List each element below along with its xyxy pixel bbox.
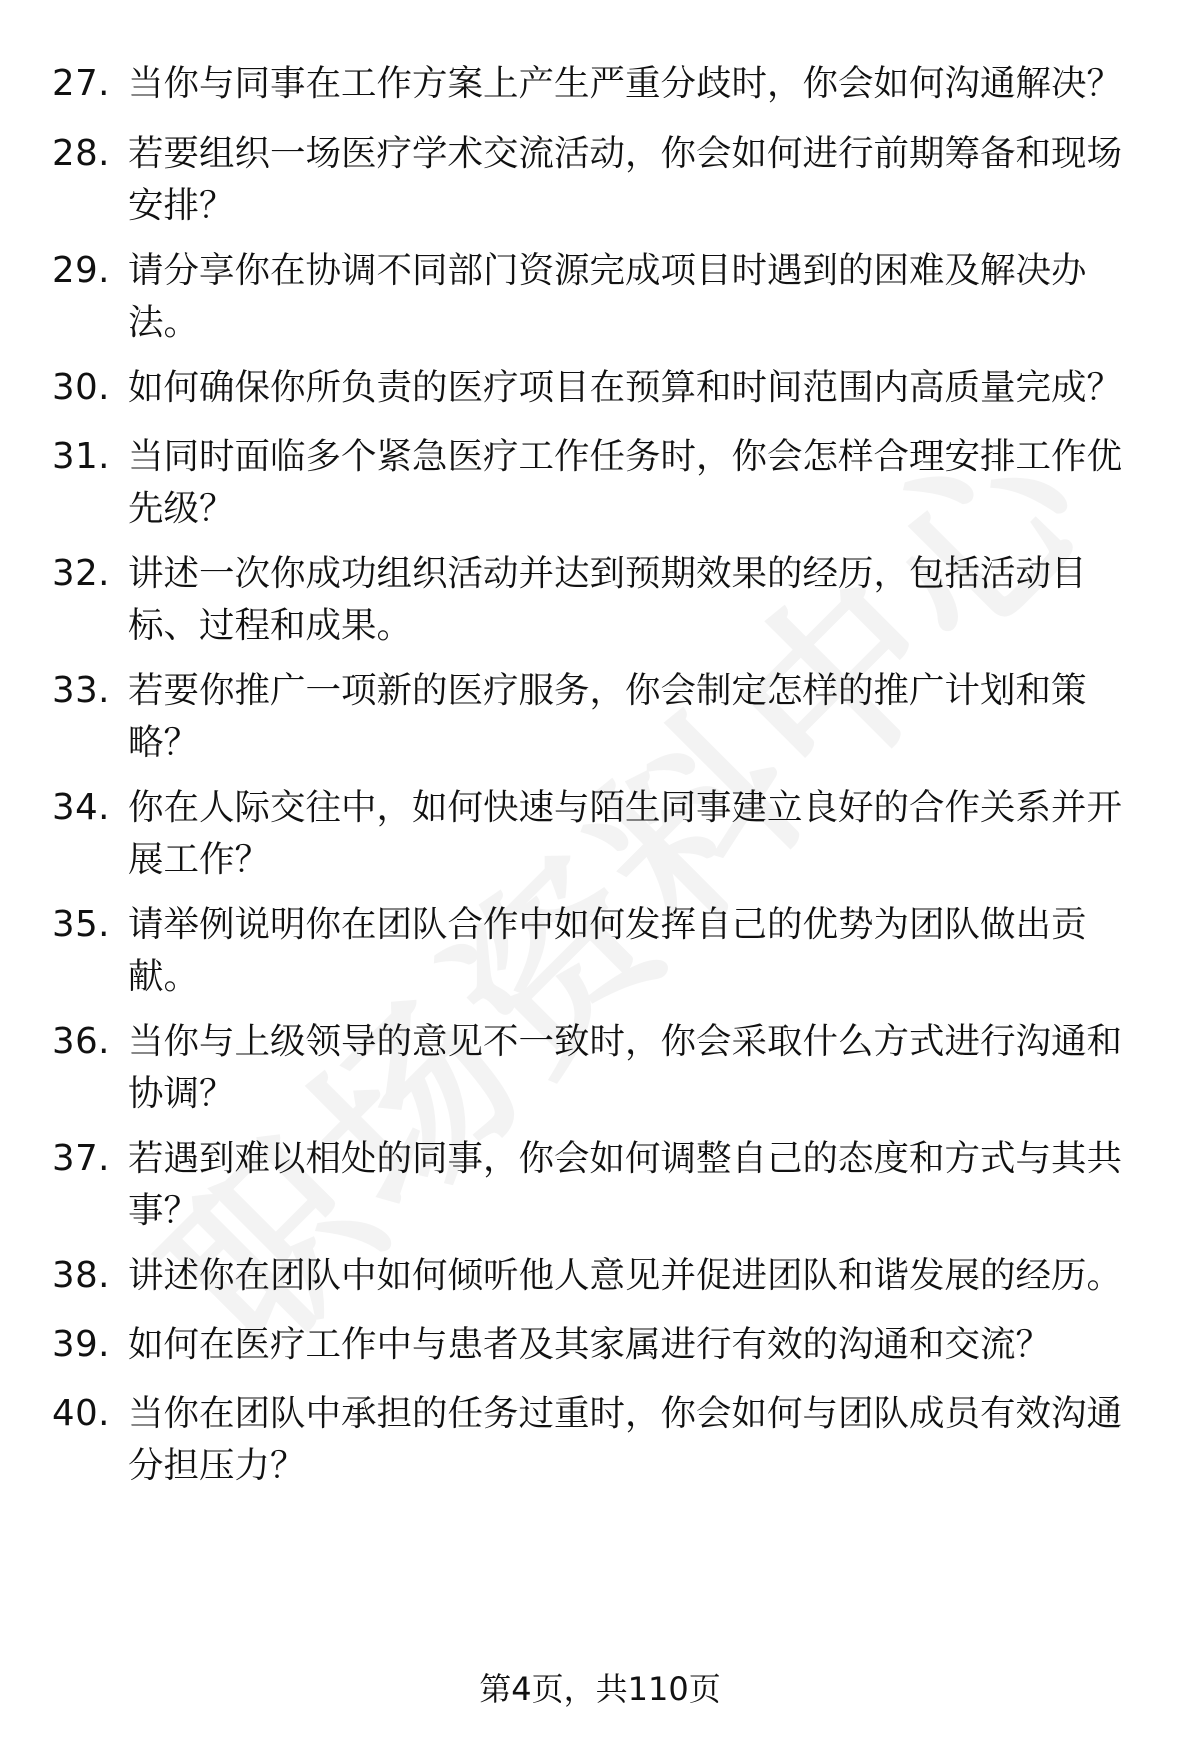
question-text: 请举例说明你在团队合作中如何发挥自己的优势为团队做出贡献。 [128, 904, 1087, 997]
question-number: 38. [52, 1255, 110, 1296]
question-text: 当你与同事在工作方案上产生严重分歧时，你会如何沟通解决？ [128, 63, 1123, 104]
question-number: 31. [52, 436, 110, 477]
question-text: 若遇到难以相处的同事，你会如何调整自己的态度和方式与其共事？ [128, 1138, 1123, 1231]
question-text: 如何确保你所负责的医疗项目在预算和时间范围内高质量完成？ [128, 367, 1123, 408]
question-item [52, 1250, 1152, 1302]
question-number: 33. [52, 670, 110, 711]
question-number: 34. [52, 787, 110, 828]
question-text: 如何在医疗工作中与患者及其家属进行有效的沟通和交流？ [128, 1324, 1052, 1365]
question-number: 30. [52, 367, 110, 408]
question-text: 若要你推广一项新的医疗服务，你会制定怎样的推广计划和策略？ [128, 670, 1087, 763]
question-number: 36. [52, 1021, 110, 1062]
question-text: 当你与上级领导的意见不一致时，你会采取什么方式进行沟通和协调？ [128, 1021, 1123, 1114]
question-text: 讲述你在团队中如何倾听他人意见并促进团队和谐发展的经历。 [128, 1255, 1123, 1296]
question-item [52, 431, 1152, 535]
question-item [52, 362, 1152, 414]
question-item [52, 782, 1152, 886]
question-item [52, 58, 1152, 110]
question-item [52, 548, 1152, 652]
question-text: 若要组织一场医疗学术交流活动，你会如何进行前期筹备和现场安排？ [128, 133, 1123, 226]
question-item [52, 1388, 1152, 1492]
question-item [52, 1133, 1152, 1237]
question-number: 28. [52, 133, 110, 174]
question-number: 37. [52, 1138, 110, 1179]
question-number: 39. [52, 1324, 110, 1365]
question-number: 27. [52, 63, 110, 104]
question-text: 当同时面临多个紧急医疗工作任务时，你会怎样合理安排工作优先级？ [128, 436, 1123, 529]
question-item [52, 665, 1152, 769]
question-number: 29. [52, 250, 110, 291]
question-number: 40. [52, 1393, 110, 1434]
page-footer: 第4页，共110页 [479, 1670, 721, 1708]
question-item [52, 128, 1152, 232]
question-item [52, 899, 1152, 1003]
question-item [52, 1319, 1152, 1371]
question-number: 35. [52, 904, 110, 945]
question-text: 当你在团队中承担的任务过重时，你会如何与团队成员有效沟通分担压力？ [128, 1393, 1123, 1486]
question-number: 32. [52, 553, 110, 594]
question-text: 讲述一次你成功组织活动并达到预期效果的经历，包括活动目标、过程和成果。 [128, 553, 1087, 646]
question-item [52, 1016, 1152, 1120]
question-text: 请分享你在协调不同部门资源完成项目时遇到的困难及解决办法。 [128, 250, 1087, 343]
question-text: 你在人际交往中，如何快速与陌生同事建立良好的合作关系并开展工作？ [128, 787, 1123, 880]
question-item [52, 245, 1152, 349]
